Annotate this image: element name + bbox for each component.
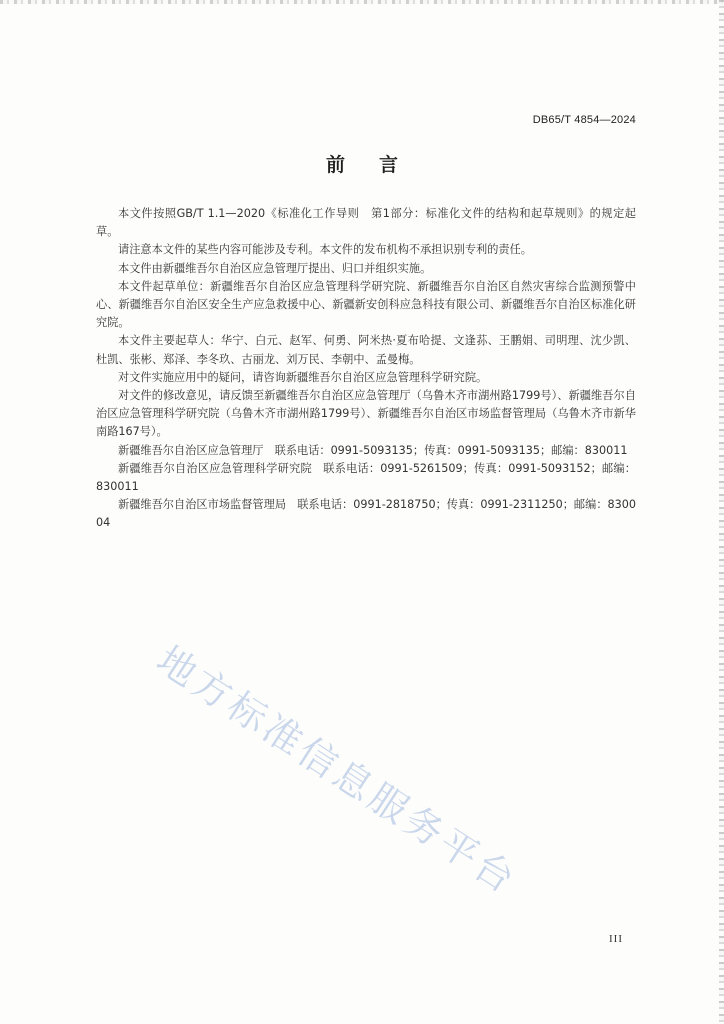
paragraph-inquiry: 对文件实施应用中的疑问，请咨询新疆维吾尔自治区应急管理科学研究院。: [118, 370, 488, 384]
paragraph-drafting-units: 本文件起草单位：新疆维吾尔自治区应急管理科学研究院、新疆维吾尔自治区自然灾害综合监测预警中心、新疆维吾尔自治区安全生产应急救援中心、新疆新安创科应急科技有限公司、新疆维吾尔自治区标准化研究院。: [96, 279, 636, 330]
scan-edge-top: [0, 0, 724, 4]
foreword-body: [96, 205, 636, 533]
paragraph-proposer: 本文件由新疆维吾尔自治区应急管理厅提出、归口并组织实施。: [118, 261, 432, 275]
watermark-text: 地方标准信息服务平台: [149, 637, 526, 904]
paragraph-contact-emergency-dept: 新疆维吾尔自治区应急管理厅 联系电话：0991-5093135；传真：0991-5093135；邮编：830011: [118, 443, 628, 457]
paragraph-patent-notice: 请注意本文件的某些内容可能涉及专利。本文件的发布机构不承担识别专利的责任。: [118, 243, 532, 257]
page-number: III: [609, 933, 623, 945]
paragraph-drafting-rule: 本文件按照GB/T 1.1—2020《标准化工作导则 第1部分：标准化文件的结构和起草规则》的规定起草。: [96, 207, 636, 239]
paragraph-contact-research-institute: 新疆维吾尔自治区应急管理科学研究院 联系电话：0991-5261509；传真：0991-5093152；邮编：830011: [96, 461, 636, 494]
page-title: 前言: [325, 154, 432, 176]
paragraph-drafters: 本文件主要起草人：华宁、白元、赵军、何勇、阿米热·夏布哈提、文逢荪、王鹏娟、司明理、沈少凯、杜凯、张彬、郑泽、李冬玖、古丽龙、刘万民、李朝中、孟曼梅。: [96, 334, 636, 366]
standard-number: DB65/T 4854—2024: [532, 114, 636, 126]
paragraph-feedback: 对文件的修改意见，请反馈至新疆维吾尔自治区应急管理厅（乌鲁木齐市湖州路1799号）、新疆维吾尔自治区应急管理科学研究院（乌鲁木齐市湖州路1799号）、新疆维吾尔自治区市场监督管理局（乌鲁木齐市新华南路167号）。: [96, 389, 636, 439]
paragraph-contact-market-bureau: 新疆维吾尔自治区市场监督管理局 联系电话：0991-2818750；传真：0991-2311250；邮编：830004: [96, 498, 636, 530]
